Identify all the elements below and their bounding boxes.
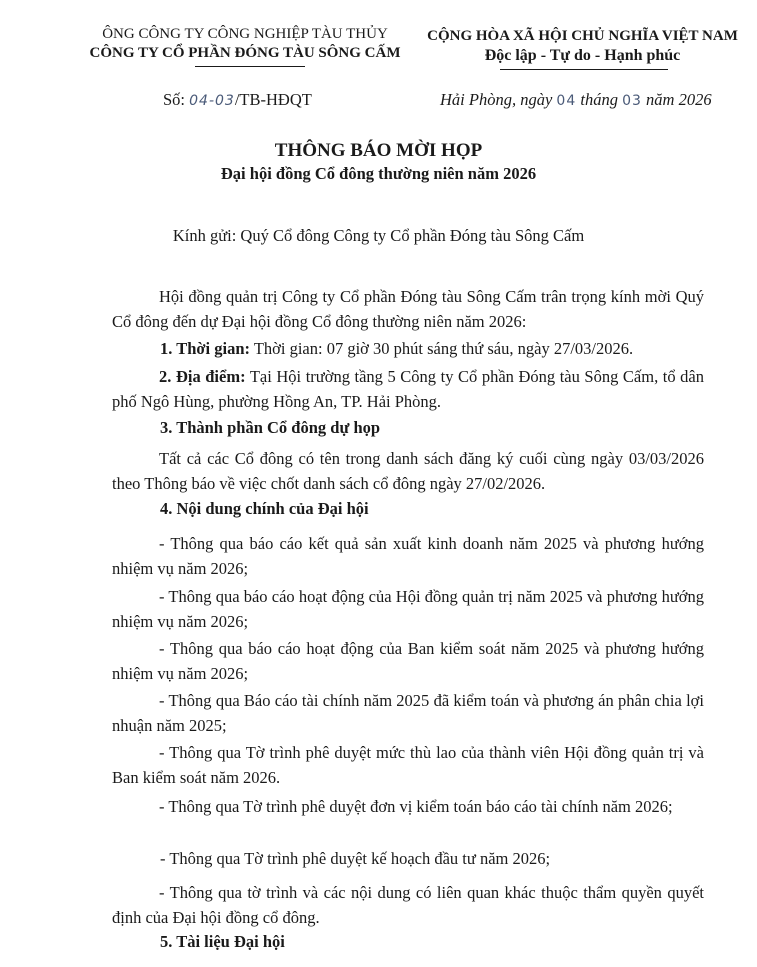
agenda-item: - Thông qua Tờ trình phê duyệt đơn vị kiểm toán báo cáo tài chính năm 2026; — [159, 797, 673, 816]
agenda-item: - Thông qua Tờ trình phê duyệt mức thù lao của thành viên Hội đồng quản trị và Ban kiểm soát năm 2026. — [112, 743, 704, 787]
intro-paragraph: Hội đồng quản trị Công ty Cổ phần Đóng tàu Sông Cấm trân trọng kính mời Quý Cổ đông đến dự Đại hội đồng Cổ đông thường niên năm 2026: — [112, 287, 704, 331]
agenda-item: - Thông qua báo cáo kết quả sản xuất kinh doanh năm 2025 và phương hướng nhiệm vụ năm 2026; — [112, 534, 704, 578]
company-underline — [195, 66, 305, 67]
section-location — [112, 364, 704, 414]
location-heading: 2. Địa điểm: — [159, 367, 246, 386]
page-title: THÔNG BÁO MỜI HỌP — [274, 140, 483, 161]
year-text: năm 2026 — [646, 90, 712, 109]
attendees-paragraph: Tất cả các Cổ đông có tên trong danh sách đăng ký cuối cùng ngày 03/03/2026 theo Thông báo về việc chốt danh sách cổ đông ngày 27/02/2026. — [112, 449, 704, 493]
agenda-item: - Thông qua báo cáo hoạt động của Hội đồng quản trị năm 2025 và phương hướng nhiệm vụ năm 2026; — [112, 587, 704, 631]
place-date-prefix: Hải Phòng, ngày — [440, 90, 553, 109]
agenda-item: - Thông qua báo cáo hoạt động của Ban kiểm soát năm 2025 và phương hướng nhiệm vụ năm 2026; — [112, 639, 704, 683]
doc-no-label: Số: — [163, 90, 186, 109]
location-text: Tại Hội trường tầng 5 Công ty Cổ phần Đóng tàu Sông Cấm, tổ dân phố Ngô Hùng, phường Hồng An, TP. Hải Phòng. — [112, 367, 704, 411]
place-date — [440, 90, 712, 110]
agenda-item: - Thông qua Tờ trình phê duyệt kế hoạch đầu tư năm 2026; — [160, 849, 551, 868]
salutation: Kính gửi: Quý Cổ đông Công ty Cổ phần Đóng tàu Sông Cấm — [172, 226, 585, 245]
doc-no-suffix: /TB-HĐQT — [234, 90, 312, 109]
day-handwritten: 04 — [556, 93, 577, 109]
doc-no-handwritten: 04-03 — [189, 93, 235, 109]
month-label: tháng — [580, 90, 618, 109]
section-time — [160, 339, 633, 359]
agenda-item: - Thông qua Báo cáo tài chính năm 2025 đã kiểm toán và phương án phân chia lợi nhuận năm 2025; — [112, 691, 704, 735]
motto-underline — [500, 69, 668, 70]
time-text: Thời gian: 07 giờ 30 phút sáng thứ sáu, ngày 27/03/2026. — [250, 339, 634, 358]
time-heading: 1. Thời gian: — [160, 339, 250, 358]
parent-company-name: ÔNG CÔNG TY CÔNG NGHIỆP TÀU THỦY — [102, 26, 388, 42]
agenda-item: - Thông qua tờ trình và các nội dung có liên quan khác thuộc thẩm quyền quyết định của Đại hội đồng cổ đông. — [112, 883, 704, 927]
month-handwritten: 03 — [622, 93, 642, 109]
agenda-heading: 4. Nội dung chính của Đại hội — [160, 499, 369, 518]
attendees-heading: 3. Thành phần Cổ đông dự họp — [160, 418, 381, 437]
company-name: CÔNG TY CỔ PHẦN ĐÓNG TÀU SÔNG CẤM — [89, 45, 401, 61]
document-number — [163, 90, 312, 110]
page-subtitle: Đại hội đồng Cổ đông thường niên năm 2026 — [220, 164, 537, 183]
nation-name: CỘNG HÒA XÃ HỘI CHỦ NGHĨA VIỆT NAM — [427, 28, 738, 44]
documents-heading: 5. Tài liệu Đại hội — [160, 932, 285, 951]
national-motto: Độc lập - Tự do - Hạnh phúc — [484, 47, 681, 64]
